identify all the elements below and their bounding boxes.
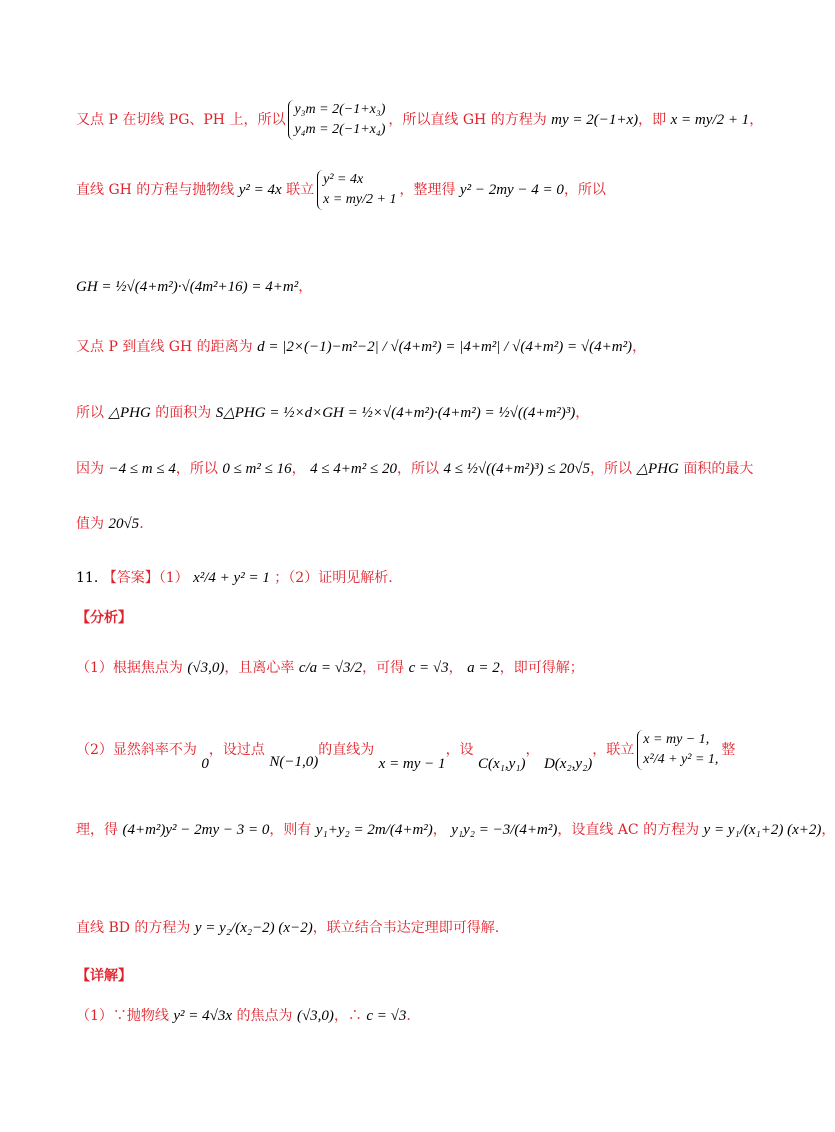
equation: GH = ½√(4+m²)·√(4m²+16) = 4+m² <box>76 279 299 295</box>
text: ；（2）证明见解析. <box>274 570 393 586</box>
equation: y² = 4x <box>323 172 364 187</box>
equation: x = my/2 + 1 <box>323 192 397 207</box>
equation: 0 ≤ m² ≤ 16 <box>222 461 292 477</box>
line-2 <box>76 170 740 210</box>
equation: 4 ≤ 4+m² ≤ 20 <box>310 461 397 477</box>
text: ，∴ <box>333 1008 362 1024</box>
text: 的面积为 <box>155 405 212 421</box>
equation: (√3,0) <box>296 1008 334 1024</box>
answer-label: 【答案】（1） <box>102 570 189 586</box>
text: ，联立 <box>592 742 635 758</box>
line-12: 理，得 (4+m²)y² − 2my − 3 = 0，则有 y₁+y₂ = 2m/(4+m²)， y₁y₂ = −3/(4+m²)，设直线 AC 的方程为 y = y₁/(x₁+2) (x+2)， <box>76 822 835 838</box>
text: ，设直线 AC 的方程为 <box>557 822 700 838</box>
equation: c = √3 <box>366 1008 407 1024</box>
triangle-label: △PHG <box>636 461 679 477</box>
equation: c/a = √3/2 <box>298 660 363 676</box>
text: 又点 P 到直线 GH 的距离为 <box>76 339 253 355</box>
equation: d = |2×(−1)−m²−2| / √(4+m²) = |4+m²| / √(4+m²) = √(4+m²) <box>257 339 633 355</box>
line-10: （1）根据焦点为 (√3,0)，且离心率 c/a = √3/2，可得 c = √3， a = 2，即可得解； <box>76 660 584 676</box>
text: 值为 <box>76 516 104 532</box>
line-15 <box>76 1006 740 1026</box>
text: ，设 <box>445 742 474 758</box>
text: 因为 <box>76 461 104 477</box>
line-4: 又点 P 到直线 GH 的距离为 d = |2×(−1)−m²−2| / √(4+m²) = |4+m²| / √(4+m²) = √(4+m²)， <box>76 339 647 355</box>
line-11: （2）显然斜率不为 0，设过点 N(−1,0)的直线为 x = my − 1，设 C(x₁,y₁)， D(x₂,y₂)，联立 x = my − 1, x²/4 + y² = 1, 整 <box>76 732 736 772</box>
text: 的直线为 <box>318 742 375 758</box>
triangle-label: △PHG <box>108 405 151 421</box>
equation: y² − 2my − 4 = 0 <box>459 182 564 198</box>
text: ，所以直线 GH 的方程为 <box>388 112 547 128</box>
text: ，所以 <box>563 182 606 198</box>
equation: C(x₁,y₁) <box>478 756 526 772</box>
text: . <box>406 1008 411 1024</box>
equation: 20√5 <box>108 516 140 532</box>
equation: −4 ≤ m ≤ 4 <box>108 461 176 477</box>
line-5: 所以 △PHG 的面积为 S△PHG = ½×d×GH = ½×√(4+m²)·(4+m²) = ½√((4+m²)³)， <box>76 405 590 421</box>
text: ，设过点 <box>208 742 265 758</box>
line-13 <box>76 918 740 938</box>
text: ，整理得 <box>399 182 456 198</box>
text: 所以 <box>76 405 104 421</box>
equation: y² = 4√3x <box>173 1008 233 1024</box>
text: ，所以 <box>590 461 633 477</box>
equation: y₁+y₂ = 2m/(4+m²) <box>315 822 433 838</box>
text: （1）根据焦点为 <box>76 660 183 676</box>
text: ，可得 <box>362 660 405 676</box>
equation: D(x₂,y₂) <box>543 756 593 772</box>
equation: (√3,0) <box>187 660 225 676</box>
equation: y = y₂/(x₂−2) (x−2) <box>194 920 313 936</box>
text: 理，得 <box>76 822 118 838</box>
text: 整 <box>721 742 736 758</box>
text: 直线 BD 的方程为 <box>76 920 191 936</box>
text: ，所以 <box>175 461 218 477</box>
text: ，即可得解； <box>499 660 584 676</box>
text: ，所以 <box>397 461 439 477</box>
equation-system <box>288 100 385 140</box>
text: 联立 <box>286 182 315 198</box>
equation: y² = 4x <box>238 182 282 198</box>
text: （2）显然斜率不为 <box>76 742 197 758</box>
equation: x = my/2 + 1 <box>670 112 750 128</box>
equation: x = my − 1, <box>643 732 710 747</box>
analysis-heading: 【分析】 <box>76 610 132 626</box>
detail-heading: 【详解】 <box>76 968 132 984</box>
equation: N(−1,0) <box>269 754 319 770</box>
text: 又点 P 在切线 PG、PH 上，所以 <box>76 112 286 128</box>
equation: 4 ≤ ½√((4+m²)³) ≤ 20√5 <box>443 461 591 477</box>
equation: y = y₁/(x₁+2) (x+2) <box>703 822 822 838</box>
text: 直线 GH 的方程与抛物线 <box>76 182 235 198</box>
equation: c = √3 <box>408 660 449 676</box>
text: ，且离心率 <box>224 660 295 676</box>
equation-system <box>317 170 396 210</box>
equation: x²/4 + y² = 1 <box>193 570 270 586</box>
equation: x²/4 + y² = 1, <box>643 752 719 767</box>
equation: my = 2(−1+x) <box>551 112 639 128</box>
line-7: 值为 20√5. <box>76 516 144 532</box>
line-6: 因为 −4 ≤ m ≤ 4，所以 0 ≤ m² ≤ 16， 4 ≤ 4+m² ≤ 20，所以 4 ≤ ½√((4+m²)³) ≤ 20√5，所以 △PHG 面积的最大 <box>76 461 754 477</box>
text: （1）∵抛物线 <box>76 1008 169 1024</box>
text: ，即 <box>638 112 667 128</box>
equation-system <box>637 730 718 770</box>
text: 面积的最大 <box>683 461 754 477</box>
line-3: GH = ½√(4+m²)·√(4m²+16) = 4+m²， <box>76 279 313 295</box>
line-1: 又点 P 在切线 PG、PH 上，所以 y₃m = 2(−1+x₃) y₄m = 2(−1+x₄) ，所以直线 GH 的方程为 my = 2(−1+x)，即 x = my/2 + 1， <box>76 100 740 140</box>
equation: x = my − 1 <box>378 756 446 772</box>
text: 的焦点为 <box>236 1008 293 1024</box>
equation: y₁y₂ = −3/(4+m²) <box>451 822 558 838</box>
equation: y₃m = 2(−1+x₃) <box>294 102 386 117</box>
equation: S△PHG = ½×d×GH = ½×√(4+m²)·(4+m²) = ½√((4+m²)³) <box>215 405 576 421</box>
equation: (4+m²)y² − 2my − 3 = 0 <box>122 822 270 838</box>
zero: 0 <box>201 756 209 772</box>
question-number: 11. <box>76 570 99 586</box>
equation: y₄m = 2(−1+x₄) <box>294 122 386 137</box>
equation: a = 2 <box>467 660 500 676</box>
answer-line <box>76 568 740 588</box>
text: ，则有 <box>269 822 312 838</box>
text: ，联立结合韦达定理即可得解. <box>312 920 500 936</box>
